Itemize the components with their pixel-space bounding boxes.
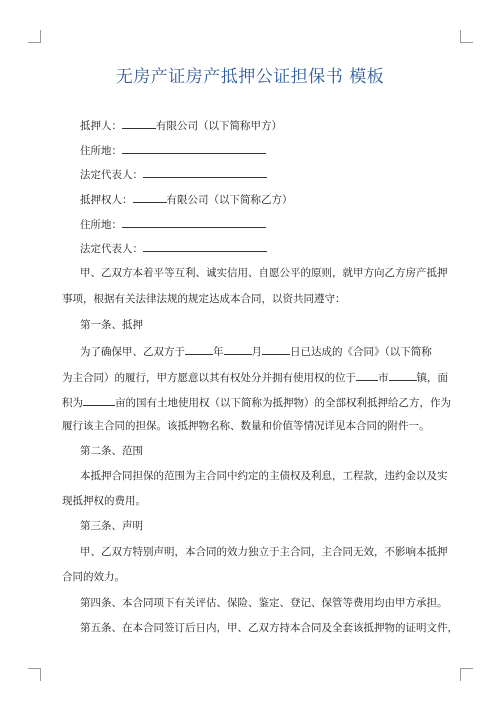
article1-text: 为主合同）的履行，甲方愿意以其有权处分并拥有使用权的位于 xyxy=(62,372,356,384)
address-label-1: 住所地： xyxy=(80,145,122,157)
legal-rep-label-2: 法定代表人： xyxy=(80,243,143,255)
legal-rep-line-1 xyxy=(80,166,267,182)
article1-text: 为了确保甲、乙双方于 xyxy=(80,346,185,358)
legal-rep-label-1: 法定代表人： xyxy=(80,169,143,181)
article1-line-4: 履行该主合同的担保。该抵押物名称、数量和价值等情况详见本合同的附件一。 xyxy=(62,420,430,432)
year-blank[interactable] xyxy=(185,343,213,355)
day-blank[interactable] xyxy=(262,343,290,355)
intro-line-2: 事项，根据有关法律法规的规定达成本合同，以资共同遵守： xyxy=(62,293,346,305)
crop-mark-top-right xyxy=(460,30,473,43)
town-blank[interactable] xyxy=(389,369,417,381)
article1-heading: 第一条、抵押 xyxy=(80,319,143,331)
address-label-2: 住所地： xyxy=(80,219,122,231)
mortgagor-suffix: 有限公司（以下简称甲方） xyxy=(156,120,282,132)
article3-line-2: 合同的效力。 xyxy=(62,571,125,583)
day-label: 日已达成的《合同》（以下简称 xyxy=(290,346,432,358)
article4-line: 第四条、本合同项下有关评估、保险、鉴定、登记、保管等费用均由甲方承担。 xyxy=(80,597,448,609)
address-blank-1[interactable] xyxy=(122,142,266,154)
legal-rep-blank-1[interactable] xyxy=(143,166,267,178)
legal-rep-blank-2[interactable] xyxy=(143,240,267,252)
area-label: 积为 xyxy=(62,397,83,409)
mortgagee-line xyxy=(80,191,293,207)
legal-rep-line-2 xyxy=(80,240,267,256)
crop-mark-bottom-right xyxy=(460,668,473,681)
article5-line: 第五条、在本合同签订后日内，甲、乙双方持本合同及全套该抵押物的证明文件， xyxy=(80,622,458,634)
article2-line-1: 本抵押合同担保的范围为主合同中约定的主债权及利息，工程款，违约金以及实 xyxy=(80,470,448,482)
article2-heading: 第二条、范围 xyxy=(80,445,143,457)
article2-line-2: 现抵押权的费用。 xyxy=(62,495,146,507)
article3-line-1: 甲、乙双方特别声明，本合同的效力独立于主合同，主合同无效，不影响本抵押 xyxy=(80,546,448,558)
mortgagor-label: 抵押人： xyxy=(80,120,122,132)
city-label: 市 xyxy=(378,372,389,384)
article1-line-2 xyxy=(62,369,448,385)
crop-mark-bottom-left xyxy=(28,668,41,681)
area-blank[interactable] xyxy=(83,394,115,406)
intro-line-1: 甲、乙双方本着平等互利、诚实信用、自愿公平的原则，就甲方向乙方房产抵押 xyxy=(80,267,448,279)
mortgagee-suffix: 有限公司（以下简称乙方） xyxy=(166,194,293,206)
mortgagor-blank[interactable] xyxy=(122,117,156,129)
year-label: 年 xyxy=(213,346,224,358)
article1-line-1 xyxy=(80,343,432,359)
article1-text: 亩的国有土地使用权（以下简称为抵押物）的全部权利抵押给乙方，作为 xyxy=(115,397,451,409)
city-blank[interactable] xyxy=(356,369,378,381)
address-line-1 xyxy=(80,142,266,158)
crop-mark-top-left xyxy=(28,30,41,43)
address-blank-2[interactable] xyxy=(122,216,266,228)
mortgagor-line xyxy=(80,117,282,133)
article1-line-3 xyxy=(62,394,451,410)
article3-heading: 第三条、声明 xyxy=(80,520,143,532)
month-label: 月 xyxy=(251,346,262,358)
address-line-2 xyxy=(80,216,266,232)
mortgagee-label: 抵押权人： xyxy=(80,194,133,206)
month-blank[interactable] xyxy=(224,343,252,355)
mortgagee-blank[interactable] xyxy=(133,191,167,203)
town-label: 镇，面 xyxy=(416,372,448,384)
document-title: 无房产证房产抵押公证担保书 模板 xyxy=(115,67,385,87)
